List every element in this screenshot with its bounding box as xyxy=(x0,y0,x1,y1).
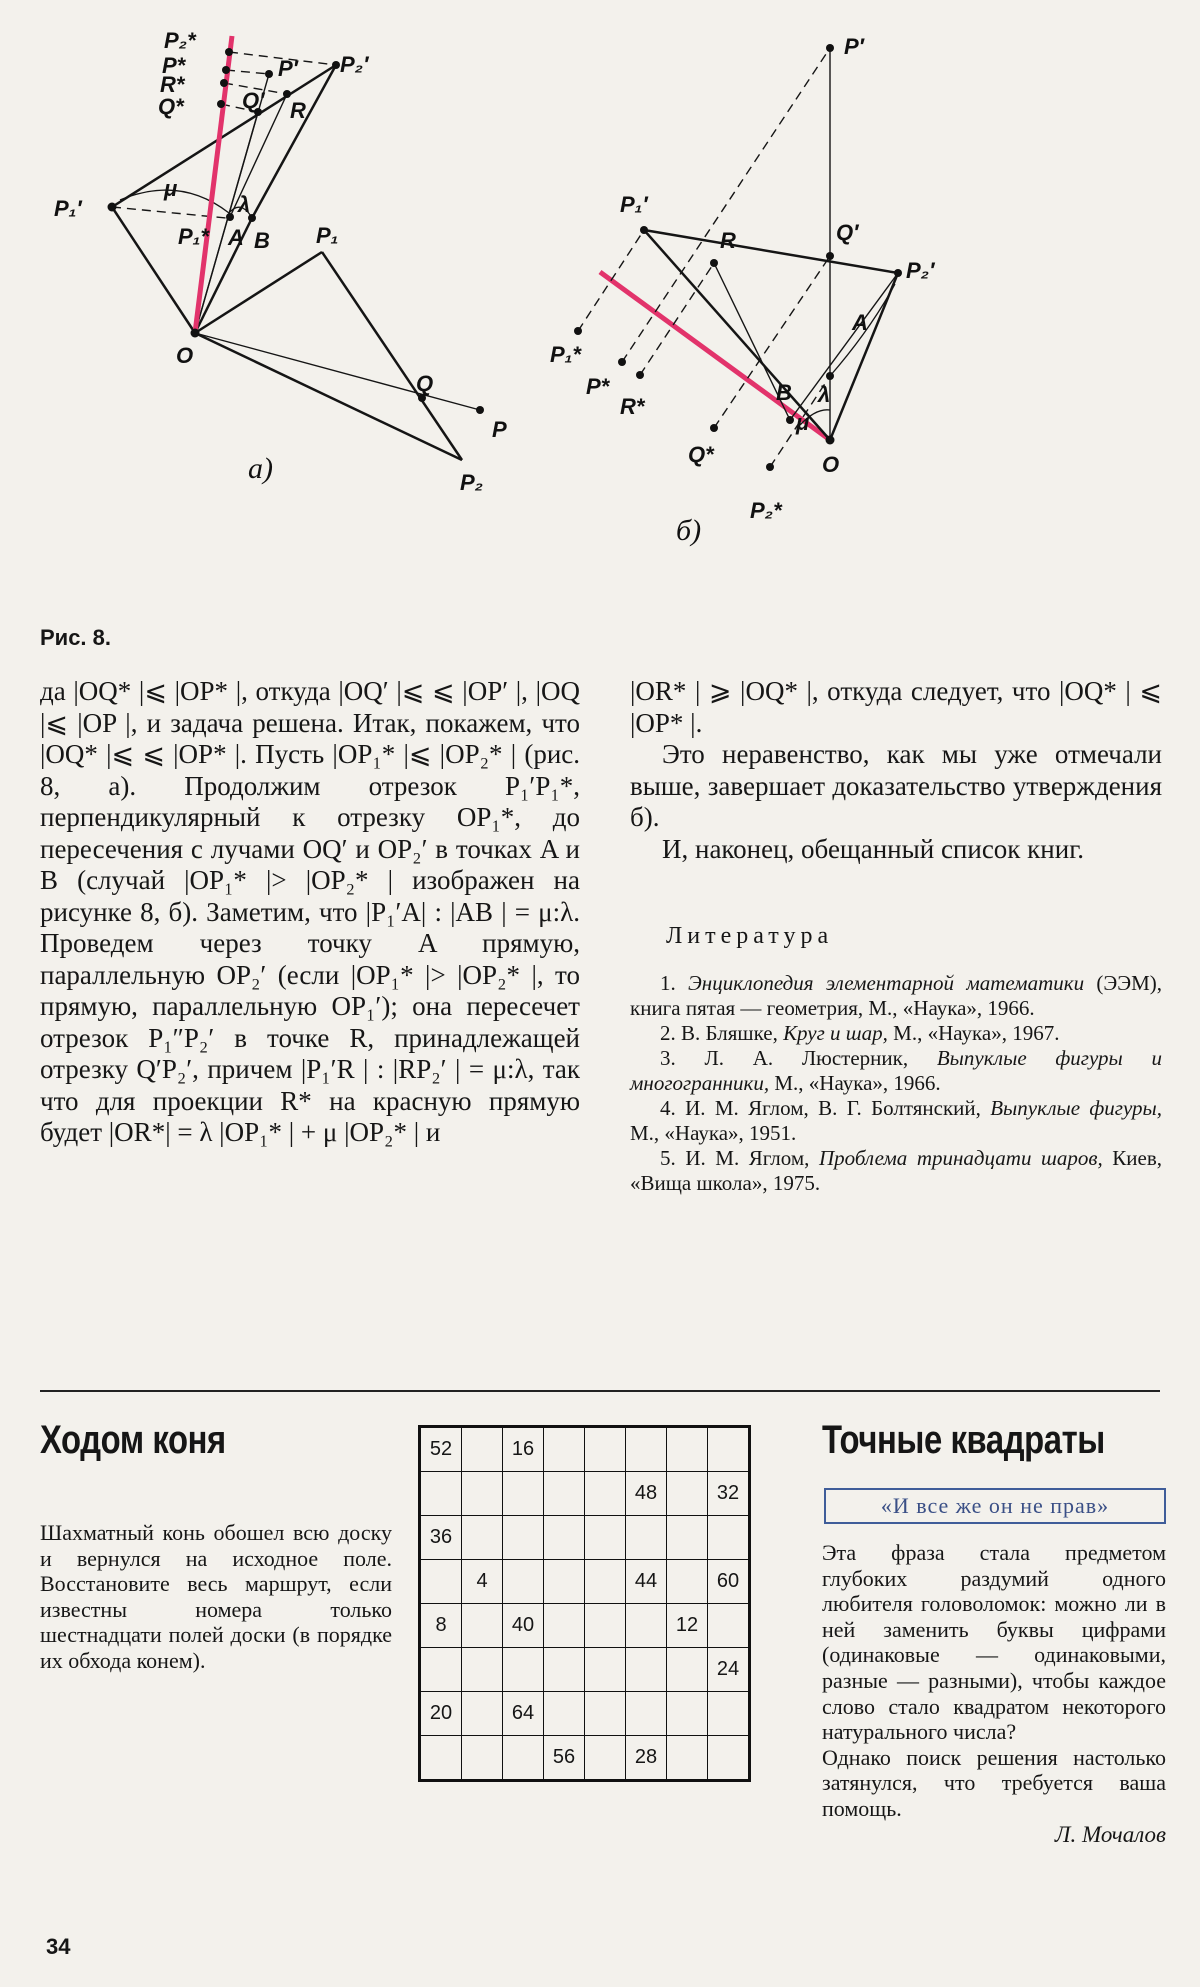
board-cell xyxy=(667,1516,708,1560)
board-cell xyxy=(626,1516,667,1560)
reference-item: 4. И. М. Яглом, В. Г. Болтянский, Выпуклые фигуры, М., «Наука», 1951. xyxy=(630,1095,1162,1145)
label-mu-b: μ xyxy=(796,410,810,435)
figure-b-sublabel: б) xyxy=(676,514,702,547)
reference-item: 3. Л. А. Люстерник, Выпуклые фигуры и многогранники, М., «Наука», 1966. xyxy=(630,1045,1162,1095)
label-rstar-b: R* xyxy=(620,394,645,419)
board-row xyxy=(420,1516,750,1560)
label-b-b: B xyxy=(776,380,792,405)
label-p2prime-b: P₂′ xyxy=(906,258,935,283)
board-cell: 12 xyxy=(667,1604,708,1648)
reference-item: 5. И. М. Яглом, Проблема тринадцати шаров, Киев, «Вища школа», 1975. xyxy=(630,1145,1163,1195)
point-o-b xyxy=(826,436,835,445)
article-right-column xyxy=(630,676,1162,1196)
label-b: B xyxy=(254,228,270,253)
board-cell xyxy=(667,1736,708,1781)
figure-caption: Рис. 8. xyxy=(40,625,112,650)
board-cell: 44 xyxy=(626,1560,667,1604)
line-o-p xyxy=(195,333,480,410)
board-cell xyxy=(462,1427,503,1472)
squares-quote-box: «И все же он не прав» xyxy=(824,1488,1166,1524)
board-cell xyxy=(462,1648,503,1692)
line-p1-p2 xyxy=(322,252,462,460)
line-p1prime-o-thick xyxy=(644,230,830,440)
label-mu: μ xyxy=(164,176,178,201)
point-p1star-b xyxy=(574,327,582,335)
board-cell: 16 xyxy=(503,1427,544,1472)
figure-8a xyxy=(40,0,600,620)
point-r xyxy=(283,90,291,98)
board-cell xyxy=(503,1516,544,1560)
reference-item: 2. В. Бляшке, Круг и шар, М., «Наука», 1967. xyxy=(660,1020,1060,1045)
board-cell xyxy=(667,1472,708,1516)
board-cell: 32 xyxy=(708,1472,750,1516)
board-cell xyxy=(420,1648,462,1692)
line-o-p2prime xyxy=(830,273,898,440)
board-cell xyxy=(420,1560,462,1604)
board-cell xyxy=(667,1427,708,1472)
board-cell: 8 xyxy=(420,1604,462,1648)
label-pstar-b: P* xyxy=(586,374,610,399)
point-rstar xyxy=(220,79,228,87)
board-cell: 56 xyxy=(544,1736,585,1781)
label-qstar: Q* xyxy=(158,94,184,119)
board-row xyxy=(420,1604,750,1648)
board-cell xyxy=(503,1560,544,1604)
label-p2prime: P₂′ xyxy=(340,52,369,77)
board-row xyxy=(420,1692,750,1736)
board-cell: 40 xyxy=(503,1604,544,1648)
board-cell xyxy=(667,1560,708,1604)
board-row xyxy=(420,1648,750,1692)
point-r-b xyxy=(710,259,718,267)
label-qstar-b: Q* xyxy=(688,442,714,467)
board-cell xyxy=(585,1516,626,1560)
board-cell xyxy=(544,1472,585,1516)
point-a xyxy=(226,213,234,221)
label-p2star: P₂* xyxy=(164,28,196,53)
label-r-b: R xyxy=(720,228,736,253)
board-cell: 20 xyxy=(420,1692,462,1736)
squares-puzzle-title: Точные квадраты xyxy=(822,1418,1105,1462)
point-pstar xyxy=(222,66,230,74)
page-number: 34 xyxy=(46,1934,71,1959)
board-cell xyxy=(544,1427,585,1472)
board-cell: 52 xyxy=(420,1427,462,1472)
label-p1prime-b: P₁′ xyxy=(620,192,648,217)
point-p2star-b xyxy=(766,463,774,471)
board-cell xyxy=(585,1427,626,1472)
label-qprime: Q′ xyxy=(242,88,265,113)
label-p: P xyxy=(492,417,507,442)
label-p1star: P₁* xyxy=(178,224,209,249)
board-cell xyxy=(585,1604,626,1648)
figure-a-sublabel: а) xyxy=(248,452,273,485)
label-lambda: λ xyxy=(238,192,251,217)
point-p1prime xyxy=(108,203,117,212)
board-cell xyxy=(667,1648,708,1692)
point-p2prime-b xyxy=(894,269,902,277)
board-cell: 60 xyxy=(708,1560,750,1604)
board-cell: 48 xyxy=(626,1472,667,1516)
board-cell xyxy=(544,1648,585,1692)
label-pprime: P′ xyxy=(278,56,298,81)
label-pprime-b: P′ xyxy=(844,34,864,59)
board-cell xyxy=(708,1692,750,1736)
point-p2prime xyxy=(332,61,340,69)
board-cell: 36 xyxy=(420,1516,462,1560)
knight-puzzle-text: Шахматный конь обошел всю доску и вернулся на исходное поле. Восстановите весь маршрут, если известны номера только шестнадцати полей доски (в порядке их обхода конем). xyxy=(40,1520,392,1673)
label-qprime-b: Q′ xyxy=(836,220,859,245)
chess-board xyxy=(418,1425,751,1782)
board-cell xyxy=(626,1648,667,1692)
board-cell xyxy=(503,1472,544,1516)
squares-puzzle-text xyxy=(822,1540,1166,1847)
board-cell xyxy=(708,1427,750,1472)
board-row xyxy=(420,1560,750,1604)
figure-8b xyxy=(550,0,1180,620)
board-cell: 4 xyxy=(462,1560,503,1604)
label-pstar: P* xyxy=(162,53,186,78)
point-qstar xyxy=(217,100,225,108)
dash-pstar xyxy=(226,70,269,74)
article-paragraph: да |OQ* |⩽ |OP* |, откуда |OQ′ |⩽ ⩽ |OP′ |, |OQ |⩽ |OP |, и задача решена. Итак, покажем, что |OQ* |⩽ ⩽ |OP* |. Пусть |OP₁* |⩽ |OP₂* | (рис. 8, а). Продолжим отрезок P₁′P₁*, перпендикулярный к отрезку OP₁*, до пересечения с лучами OQ′ и OP₂′ в точках A и B (случай |OP₁* |> |OP₂* | изображен на рисунке 8, б). Заметим, что |P₁′A| : |AB | = μ:λ. Проведем через точку A прямую, параллельную OP₂′ (если |OP₁* |> |OP₂* |, то прямую, параллельную OP₁′); она пересечет отрезок P₁″P₂′ в точке R, принадлежащей отрезку Q′P₂′, причем |P₁′R | : |RP₂′ | = μ:λ, так что для проекции R* на красную прямую будет |OR*| = λ |OP₁* | + μ |OP₂* | и xyxy=(40,676,580,1147)
board-cell xyxy=(708,1516,750,1560)
squares-author: Л. Мочалов xyxy=(1054,1821,1166,1847)
label-p2star-b: P₂* xyxy=(750,498,782,523)
article-left-column xyxy=(40,676,580,1149)
dash-pstar xyxy=(622,48,830,362)
article-paragraph: И, наконец, обещанный список книг. xyxy=(662,833,1084,864)
point-pprime xyxy=(265,70,273,78)
point-p2star xyxy=(225,48,233,56)
board-cell xyxy=(462,1472,503,1516)
label-a-b: A xyxy=(852,310,868,335)
point-qstar-b xyxy=(710,424,718,432)
article-paragraph: |OR* | ⩾ |OQ* |, откуда следует, что |OQ* | ⩽ |OP* |. xyxy=(630,676,1162,738)
point-a-b xyxy=(826,372,834,380)
label-p2: P₂ xyxy=(460,470,484,495)
label-q: Q xyxy=(416,371,434,396)
board-row xyxy=(420,1736,750,1781)
squares-paragraph: Однако поиск решения настолько затянулся, что требуется ваша помощь. xyxy=(822,1744,1166,1821)
knight-puzzle-title: Ходом коня xyxy=(40,1418,226,1462)
board-cell xyxy=(667,1692,708,1736)
board-row xyxy=(420,1427,750,1472)
board-cell xyxy=(585,1648,626,1692)
point-pprime-b xyxy=(826,44,834,52)
board-cell xyxy=(420,1472,462,1516)
label-r: R xyxy=(290,98,306,123)
board-cell xyxy=(462,1516,503,1560)
label-rstar: R* xyxy=(160,72,185,97)
reference-list xyxy=(630,971,1162,1196)
section-divider xyxy=(40,1390,1160,1392)
board-cell xyxy=(585,1736,626,1781)
label-lambda-b: λ xyxy=(818,382,831,407)
board-cell xyxy=(544,1516,585,1560)
point-o xyxy=(191,329,200,338)
board-cell: 64 xyxy=(503,1692,544,1736)
label-o-b: O xyxy=(822,452,840,477)
board-cell xyxy=(708,1604,750,1648)
label-p1star-b: P₁* xyxy=(550,342,581,367)
label-a: A xyxy=(228,225,244,250)
article-paragraph: Это неравенство, как мы уже отмечали выше, завершает доказательство утверждения б). xyxy=(630,739,1162,832)
point-pstar-b xyxy=(618,358,626,366)
board-cell xyxy=(585,1560,626,1604)
board-cell: 28 xyxy=(626,1736,667,1781)
board-row xyxy=(420,1472,750,1516)
board-cell xyxy=(544,1692,585,1736)
point-qprime-b xyxy=(826,252,834,260)
point-rstar-b xyxy=(636,371,644,379)
point-b-b xyxy=(786,416,794,424)
board-cell xyxy=(544,1560,585,1604)
board-cell xyxy=(585,1472,626,1516)
board-cell xyxy=(585,1692,626,1736)
board-cell xyxy=(544,1604,585,1648)
line-p1prime-p2prime xyxy=(644,230,898,273)
board-cell xyxy=(626,1692,667,1736)
line-b-p2prime xyxy=(790,273,898,420)
label-o: O xyxy=(176,343,194,368)
reference-item: 1. Энциклопедия элементарной математики (ЭЭМ), книга пятая — геометрия, М., «Наука», 1966. xyxy=(630,970,1162,1020)
squares-paragraph: Эта фраза стала предметом глубоких раздумий одного любителя головоломок: можно ли в ней заменить буквы цифрами (одинаковые — одинаковыми, разные — разными), чтобы каждое слово стало квадратом некоторого натурального числа? xyxy=(822,1540,1166,1745)
board-cell xyxy=(462,1692,503,1736)
point-p1prime-b xyxy=(640,226,648,234)
literature-heading: Литература xyxy=(666,923,834,949)
board-cell xyxy=(708,1736,750,1781)
label-p1: P₁ xyxy=(316,223,339,248)
label-p1prime: P₁′ xyxy=(54,196,82,221)
board-cell xyxy=(420,1736,462,1781)
point-p xyxy=(476,406,484,414)
board-cell xyxy=(462,1604,503,1648)
board-cell xyxy=(503,1648,544,1692)
board-cell xyxy=(503,1736,544,1781)
board-cell xyxy=(626,1604,667,1648)
board-cell: 24 xyxy=(708,1648,750,1692)
board-cell xyxy=(462,1736,503,1781)
board-cell xyxy=(626,1427,667,1472)
